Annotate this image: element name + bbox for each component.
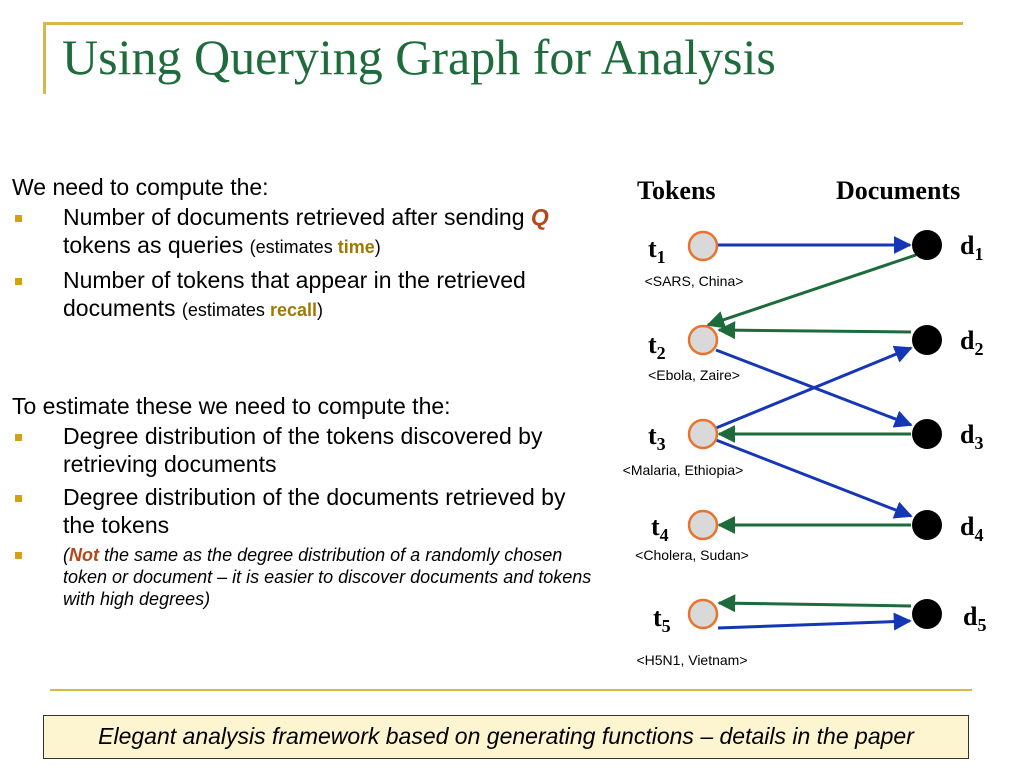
bullet-text: Degree distribution of the documents retrieved by the tokens	[63, 484, 566, 538]
document-name-d3: $d_3$	[960, 420, 984, 453]
note-text: the same as the degree distribution of a randomly chosen token or document – it is easier to discover documents and tokens with high degrees)	[63, 545, 592, 609]
highlight-not: Not	[69, 545, 99, 565]
document-node-d5	[912, 599, 942, 629]
token-node-t4	[689, 511, 717, 539]
token-node-t1	[689, 232, 717, 260]
bullet-text: Number of tokens that appear in the retrieved documents	[63, 267, 526, 321]
slide-title: Using Querying Graph for Analysis	[62, 29, 776, 85]
document-name-d2: $d_2$	[960, 326, 984, 359]
token-node-t5	[689, 600, 717, 628]
token-name-t2: $t_2$	[648, 330, 666, 363]
bottom-divider	[50, 689, 972, 691]
document-name-d4: $d_4$	[960, 512, 984, 545]
document-name-d1: $d_1$	[960, 231, 984, 264]
intro-text: We need to compute the:	[12, 174, 269, 200]
estimate-note: (estimates recall)	[181, 300, 323, 320]
bullet-text: tokens as queries	[63, 232, 250, 258]
token-name-t3: $t_3$	[648, 421, 666, 454]
document-node-d3	[912, 419, 942, 449]
document-node-d2	[912, 325, 942, 355]
token-node-t3	[689, 420, 717, 448]
tokens-header: Tokens	[637, 176, 716, 205]
documents-header: Documents	[836, 176, 961, 205]
query-edge-t5-d5	[718, 621, 910, 628]
highlight-q: Q	[530, 204, 549, 230]
token-query-label-t4: <Cholera, Sudan>	[635, 547, 749, 563]
token-node-t2	[689, 326, 717, 354]
bullet-text: Number of documents retrieved after sending	[63, 204, 531, 230]
token-name-t1: $t_1$	[648, 234, 666, 267]
token-query-label-t5: <H5N1, Vietnam>	[636, 652, 748, 668]
document-node-d4	[912, 510, 942, 540]
bullet-text: Degree distribution of the tokens discovered by retrieving documents	[63, 423, 543, 477]
intro-text-2: To estimate these we need to compute the:	[12, 393, 451, 419]
return-edge-d2-t2	[719, 330, 911, 332]
highlight-recall: recall	[269, 300, 317, 320]
highlight-time: time	[337, 237, 375, 257]
document-name-d5: $d_5$	[963, 602, 987, 635]
token-name-t5: $t_5$	[653, 603, 671, 636]
token-query-label-t1: <SARS, China>	[644, 273, 744, 289]
return-edge-d1-t2	[708, 255, 916, 325]
return-edge-d5-t5	[719, 603, 911, 606]
token-name-t4: $t_4$	[651, 512, 669, 545]
document-node-d1	[912, 230, 942, 260]
note-item: (Not the same as the degree distribution of a randomly chosen token or document – it is easier to discover documents and tokens with high degrees)	[12, 544, 602, 610]
footer-callout: Elegant analysis framework based on generating functions – details in the paper	[43, 715, 969, 759]
token-query-label-t3: <Malaria, Ethiopia>	[622, 462, 744, 478]
token-query-label-t2: <Ebola, Zaire>	[648, 367, 740, 383]
query-edge-t3-d4	[716, 440, 911, 516]
estimate-note: (estimates time)	[249, 237, 381, 257]
